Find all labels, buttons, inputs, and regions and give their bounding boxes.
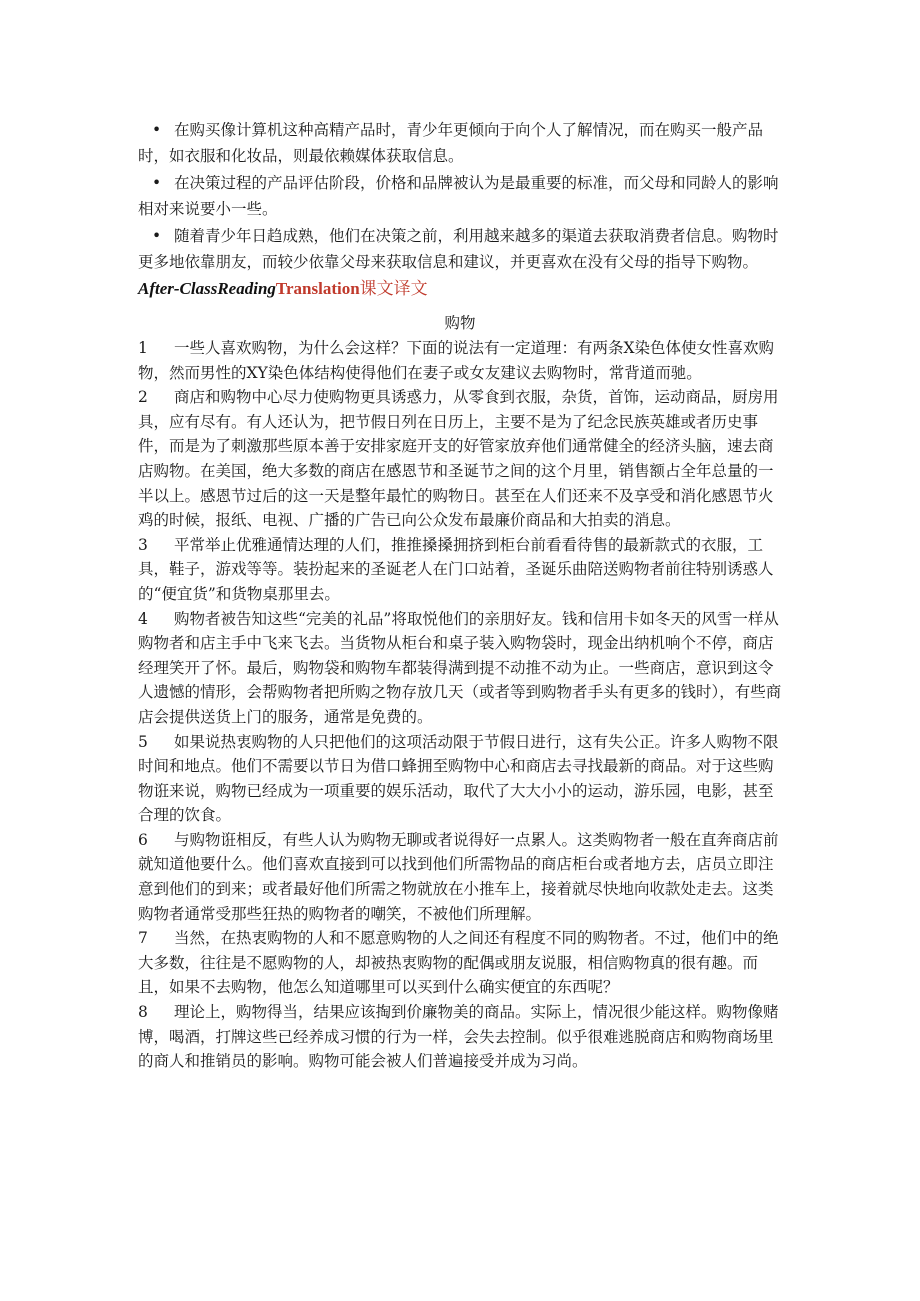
article-paragraph xyxy=(138,336,788,385)
summary-bullet xyxy=(138,223,788,275)
article-paragraph xyxy=(138,828,788,926)
paragraph-number: 5 xyxy=(138,732,148,751)
paragraph-number: 2 xyxy=(138,388,148,407)
paragraph-text: 一些人喜欢购物，为什么会这样？下面的说法有一定道理：有两条X染色体使女性喜欢购物，然而男性的XY染色体结构使得他们在妻子或女友建议去购物时，常背道而驰。 xyxy=(138,339,775,382)
paragraph-number: 7 xyxy=(138,929,148,948)
bullet-text: 在购买像计算机这种高精产品时，青少年更倾向于向个人了解情况，而在购买一般产品时，如衣服和化妆品，则最依赖媒体获取信息。 xyxy=(138,121,764,165)
summary-bullet xyxy=(138,170,788,222)
paragraph-number: 4 xyxy=(138,609,148,628)
article-title: 购物 xyxy=(444,314,476,332)
article-paragraph xyxy=(138,1000,788,1074)
paragraph-text: 如果说热衷购物的人只把他们的这项活动限于节假日进行，这有失公正。许多人购物不限时间和地点。他们不需要以节日为借口蜂拥至购物中心和商店去寻找最新的商品。对于这些购物诳来说，购物已经成为一项重要的娱乐活动，取代了大大小小的运动，游乐园，电影，甚至合理的饮食。 xyxy=(138,732,779,825)
article-paragraph xyxy=(138,926,788,1000)
bullet-text: 在决策过程的产品评估阶段，价格和品牌被认为是最重要的标准，而父母和同龄人的影响相对来说要小一些。 xyxy=(138,174,779,218)
article-paragraph xyxy=(138,533,788,607)
paragraph-text: 购物者被告知这些“完美的礼品”将取悦他们的亲朋好友。钱和信用卡如冬天的风雪一样从购物者和店主手中飞来飞去。当货物从柜台和桌子装入购物袋时，现金出纳机响个不停，商店经理笑开了怀。最后，购物袋和购物车都装得满到提不动推不动为止。一些商店，意识到这令人遗憾的情形，会帮购物者把所购之物存放几天（或者等到购物者手头有更多的钱时），有些商店会提供送货上门的服务，通常是免费的。 xyxy=(138,609,782,726)
summary-bullet-list xyxy=(138,117,788,276)
paragraph-number: 6 xyxy=(138,830,148,849)
article-paragraph xyxy=(138,385,788,533)
paragraph-text: 与购物诳相反，有些人认为购物无聊或者说得好一点累人。这类购物者一般在直奔商店前就知道他要什么。他们喜欢直接到可以找到他们所需物品的商店柜台或者地方去，店员立即注意到他们的到来；或者最好他们所需之物就放在小推车上，接着就尽快地向收款处走去。这类购物者通常受那些狂热的购物者的嘲笑，不被他们所理解。 xyxy=(138,830,779,923)
paragraph-text: 商店和购物中心尽力使购物更具诱惑力，从零食到衣服，杂货，首饰，运动商品，厨房用具，应有尽有。有人还认为，把节假日列在日历上，主要不是为了纪念民族英雄或者历史事件，而是为了刺激那些原本善于安排家庭开支的好管家放弃他们通常健全的经济头脑，速去商店购物。在美国，绝大多数的商店在感恩节和圣诞节之间的这个月里，销售额占全年总量的一半以上。感恩节过后的这一天是整年最忙的购物日。甚至在人们还来不及享受和消化感恩节火鸡的时候，报纸、电视、广播的广告已向公众发布最廉价商品和大拍卖的消息。 xyxy=(138,388,779,530)
paragraph-number: 3 xyxy=(138,535,148,554)
bullet-dot-icon: • xyxy=(152,227,162,245)
paragraph-text: 平常举止优雅通情达理的人们，推推搡搡拥挤到柜台前看看待售的最新款式的衣服，工具，鞋子，游戏等等。装扮起来的圣诞老人在门口站着，圣诞乐曲陪送购物者前往特别诱惑人的“便宜货”和货物桌那里去。 xyxy=(138,535,774,603)
summary-bullet xyxy=(138,117,788,169)
heading-chinese: 课文译文 xyxy=(359,279,428,299)
bullet-text: 随着青少年日趋成熟，他们在决策之前，利用越来越多的渠道去获取消费者信息。购物时更多地依靠朋友，而较少依靠父母来获取信息和建议，并更喜欢在没有父母的指导下购物。 xyxy=(138,227,779,271)
bullet-dot-icon: • xyxy=(152,174,162,192)
section-heading xyxy=(138,274,428,299)
bullet-dot-icon: • xyxy=(152,121,162,139)
article-body xyxy=(138,336,788,1074)
article-paragraph xyxy=(138,730,788,828)
paragraph-number: 8 xyxy=(138,1003,148,1022)
heading-english: After-ClassReading xyxy=(138,279,276,298)
paragraph-text: 当然，在热衷购物的人和不愿意购物的人之间还有程度不同的购物者。不过，他们中的绝大多数，往往是不愿购物的人，却被热衷购物的配偶或朋友说服，相信购物真的很有趣。而且，如果不去购物，他怎么知道哪里可以买到什么确实便宜的东西呢？ xyxy=(138,929,779,997)
heading-red-english: Translation xyxy=(275,279,360,298)
paragraph-text: 理论上，购物得当，结果应该掏到价廉物美的商品。实际上，情况很少能这样。购物像赌博，喝酒，打牌这些已经养成习惯的行为一样，会失去控制。似乎很难逃脱商店和购物商场里的商人和推销员的影响。购物可能会被人们普遍接受并成为习尚。 xyxy=(138,1003,779,1071)
paragraph-number: 1 xyxy=(138,339,148,357)
article-paragraph xyxy=(138,607,788,730)
